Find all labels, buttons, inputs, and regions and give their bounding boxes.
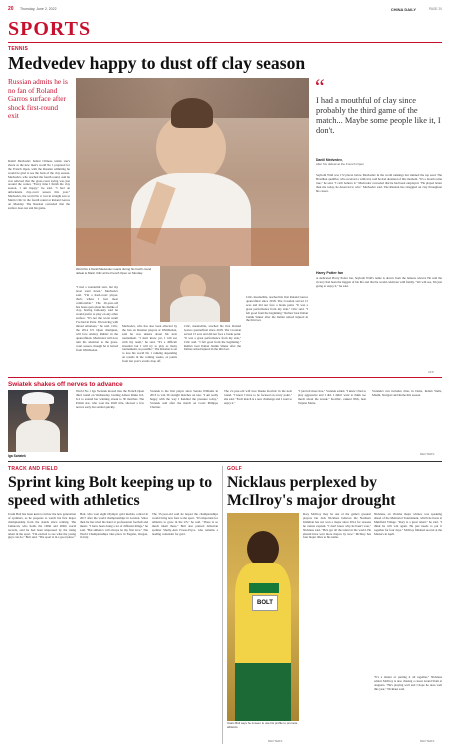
pull-quote-author: Daniil Medvedev, (316, 158, 343, 162)
section-title: SPORTS (8, 18, 92, 40)
golf-body-col2: Nicklaus, an 18-time major winner, was speaking ahead of the Memorial Tournament, which he hosts at Muirfield Village. "Rory is a great talent," he said. "I think he will win again. He just needs to put it together for four days." McIlroy finished second at the Masters in April. (374, 513, 442, 536)
tennis-body-col4b: Cilic, meanwhile, reached his first Roland Garros quarterfinal since 2018. The Croatian served 15 aces and did not face a break point. "It was a great performance from my side," Cilic said. "I felt good from the beginning." Rublev beat Italian Jannik Sinner after the Italian retired injured in the third set. (246, 296, 308, 323)
swiatek-body-col5: Swiatek's run includes titles in Doha, Indian Wells, Miami, Stuttgart and Rome this season. (372, 390, 442, 397)
tennis-body-col1: Daniil Medvedev hailed Chinese tennis star's shock as the new men's world No 1 prepared for the French Open, with the Russian admitting he would be glad to see the back of the clay season. Medvedev, who reached the fourth round, said he was relieved that the grass-court swing was just around the corner. "Every time I finish the clay season, I am happy," he said. "I had an unfortunate clay-court season this year." Medvedev, the world No 2, lost in straight sets to Marin Cilic in the fourth round at Roland Garros on Monday. The Russian conceded that the surface does not suit his game. (8, 160, 70, 210)
story-tag-tennis: TENNIS (8, 46, 29, 52)
medvedev-photo-2 (160, 266, 230, 322)
section-rule (8, 42, 442, 43)
tennis-credit: AFP (428, 370, 434, 374)
issue-date: Thursday, June 2, 2022 (20, 7, 57, 11)
track-credit: REUTERS (268, 739, 283, 743)
page-number: 20 (8, 6, 14, 12)
swiatek-headline: Swiatek shakes off nerves to advance (8, 381, 123, 388)
story-tag-golf: GOLF (227, 466, 243, 472)
paper-name: CHINA DAILY (390, 6, 416, 12)
tennis-body-col5: Seyboth Wild was 172 places below Medvedev in the world rankings but stunned the top seed. The Brazilian qualifier, who received a wildcard, said he had dreamed of this moment. "It's a dream come true," he said. "I can't believe it." Medvedev conceded that he had been outplayed. "He played better than me today, he deserved to win," Medvedev said. The Russian has struggled on clay throughout his career. (316, 174, 442, 193)
brief-rule (8, 377, 442, 378)
bottom-rule (8, 461, 442, 462)
masthead (8, 6, 442, 14)
swiatek-photo (8, 390, 68, 452)
swiatek-body-col2: Swiatek is the first player since Serena Williams in 2013 to win 30 straight matches on tour. "I am really happy with the way I handled the pressure today," Swiatek said after the match on Court Philippe Chatrier. (150, 390, 218, 409)
track-body-col3: The 35-year-old said he hoped the championships would bring new fans to the sport. "It's important for athletics to grow in the US," he said. "There is so much talent there." Bolt also praised Jamaican sprinter Shelly-Ann Fraser-Pryce, who remains a leading contender for gold. (152, 513, 218, 536)
quote-mark-icon: “ (315, 74, 325, 99)
tennis-body-col6: A dedicated Harry Potter fan, Seyboth Wild's name is drawn from the famous wizard. He said the victory had been the biggest of his life and that he would celebrate with family. "We will see, I'm just going to enjoy it," he said. (316, 277, 442, 288)
swiatek-photo-label: Iga Swiatek (8, 454, 26, 458)
pull-quote: I had a mouthful of clay since probably the third game of the match... Maybe some people like it, I don't. (316, 96, 441, 135)
swiatek-body-col4: "I just felt more free," Swiatek added. "I knew I had to play aggressive and I did. I didn't want to think too much about the streak." Kovinic, ranked 95th, beat Tatjana Maria. (298, 390, 366, 405)
medvedev-photo-caption: World No 2 Daniil Medvedev reacts during his fourth-round defeat to Marin Cilic at the French Open on Monday. (76, 267, 152, 275)
bolt-photo (227, 513, 299, 721)
track-body-col1: Usain Bolt has been keen to follow the new generation of sprinters, as he prepares to watch his first major championship from the stands since retiring. The Jamaican, who holds the 100m and 200m world records, said he had been impressed by the rising talent in the sport. "I'm excited to see what the young guys can do," Bolt said. "The sport is in a good place." (8, 513, 76, 540)
story-tag-track: TRACK AND FIELD (8, 466, 58, 472)
golf-body-col1: Rory McIlroy may be one of the game's greatest players but Jack Nicklaus believes the Northern Irishman has not won a major since 2014 for reasons he cannot explain. "I don't know why he hasn't won," Nicklaus said. "He's got all the talent in the world. He should have won more majors by now." McIlroy has four major titles to his name. (303, 513, 371, 540)
tennis-subhead: Harry Potter fan (316, 271, 344, 275)
tennis-body-col2: "I had a wonderful start, but my level went down," Medvedev said. "I'm a hard-court player, that's where I feel most comfortable." The 26-year-old has been open about his dislike of clay, having famously said he would prefer to play on any other surface. "It's not the worst result I've had in Paris. I'm leaving with mixed emotions," he said. Cilic, the 2014 US Open champion, will face Andrey Rublev in the quarterfinals. Medvedev will now turn his attention to the grass-court season, though he is barred from Wimbledon. (76, 286, 118, 352)
bolt-photo-caption: Usain Bolt says he is keen to use his profile to promote athletics. (227, 721, 298, 729)
bib-number: BOLT (252, 595, 278, 611)
tennis-body-col4: Cilic, meanwhile, reached his first Roland Garros quarterfinal since 2018. The Croatian served 15 aces and did not face a break point. "It was a great performance from my side," Cilic said. "I felt good from the beginning." Rublev beat Italian Jannik Sinner after the Italian retired injured in the third set. (184, 325, 241, 352)
column-divider (222, 466, 223, 744)
swiatek-body-col1: World No 1 Iga Swiatek moved into the French Open third round on Wednesday, beating Alison Riske 6-0, 6-2 to extend her winning streak to 30 matches. The Polish star, who won the 2020 title, showed a few nerves early but settled quickly. (76, 390, 144, 409)
pull-quote-role: after his defeat at the French Open (316, 162, 364, 166)
tennis-body-col3: Medvedev, who has also been affected by the ban on Russian players at Wimbledon, said he was unsure about his next tournament. "I don't know yet, I will see with my team," he said. "It's a difficult situation but I will try to play as many tournaments as possible." The Russian is set to lose his world No 1 ranking depending on results in the coming weeks, as points from last year's events drop off. (122, 325, 177, 364)
tennis-headline: Medvedev happy to dust off clay season (8, 53, 306, 73)
track-body-col2: Bolt, who won eight Olympic gold medals, retired in 2017 after the world championships in London. Since then he has tried his hand at professional football and music. "I have been doing a lot of different things," he said. "But athletics will always be my first love." The World Championships take place in Eugene, Oregon, in July. (80, 513, 148, 540)
golf-body-col3: "It's a matter of putting it all together," Nicklaus added. McIlroy is also chasing a career Grand Slam at Augusta. "He's playing well and I hope he does well this year," Nicklaus said. (374, 676, 442, 691)
edition-info: PAGE 20 (428, 7, 442, 11)
tennis-deck: Russian admits he is no fan of Roland Garros surface after shock first-round exit (8, 77, 68, 121)
golf-credit: REUTERS (420, 739, 435, 743)
track-headline: Sprint king Bolt keeping up to speed with athletics (8, 474, 213, 509)
swiatek-credit: REUTERS (420, 452, 435, 456)
medvedev-photo (76, 78, 309, 266)
golf-headline: Nicklaus perplexed by McIlroy's major drought (227, 474, 396, 509)
swiatek-body-col3: The 21-year-old will face Danka Kovinic in the next round. "I know I have to be focused on every point," she said. "Each match is a new challenge and I want to enjoy it." (224, 390, 292, 405)
